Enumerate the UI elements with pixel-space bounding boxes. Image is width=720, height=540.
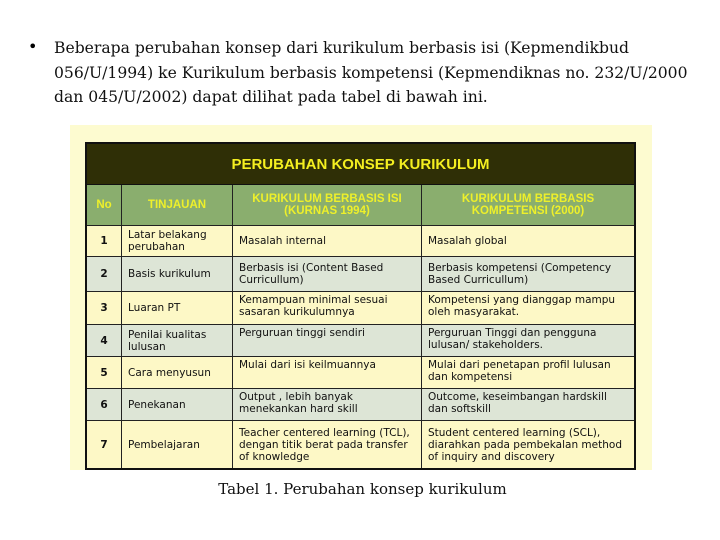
table-cell: 3	[87, 292, 122, 324]
table-row	[87, 325, 634, 357]
header-tinjauan: TINJAUAN	[122, 185, 233, 225]
table-cell: Masalah internal	[233, 226, 422, 256]
table-cell: 6	[87, 389, 122, 420]
table-cell: Latar belakang perubahan	[122, 226, 233, 256]
table-cell: Kompetensi yang dianggap mampu oleh masyarakat.	[428, 294, 616, 318]
table-row	[87, 292, 634, 325]
table-cell: 5	[87, 357, 122, 388]
header-no: No	[87, 185, 122, 225]
bullet-marker: •	[28, 37, 38, 56]
table-header-row	[87, 185, 634, 226]
table-cell: 7	[87, 421, 122, 468]
table-cell: Penekanan	[122, 389, 233, 420]
table-row	[87, 389, 634, 421]
table-cell: 4	[87, 325, 122, 356]
table-cell: Student centered learning (SCL), diarahkan pada pembekalan method of inquiry and discovery	[428, 426, 622, 463]
table-cell: Perguruan Tinggi dan pengguna lulusan/ stakeholders.	[428, 327, 597, 351]
table-cell: Penilai kualitas lulusan	[122, 325, 233, 356]
curriculum-table	[85, 142, 636, 470]
table-row	[87, 421, 634, 468]
table-cell: Output , lebih banyak menekankan hard skill	[233, 389, 422, 420]
table-cell: 1	[87, 226, 122, 256]
table-cell: 2	[87, 257, 122, 291]
table-cell: Pembelajaran	[122, 421, 233, 468]
table-cell: Cara menyusun	[122, 357, 233, 388]
table-row	[87, 257, 634, 292]
table-cell: Basis kurikulum	[122, 257, 233, 291]
table-caption: Tabel 1. Perubahan konsep kurikulum	[218, 480, 507, 498]
header-kbi: KURIKULUM BERBASIS ISI (KURNAS 1994)	[233, 185, 422, 225]
table-title: PERUBAHAN KONSEP KURIKULUM	[87, 144, 634, 185]
table-row	[87, 226, 634, 257]
table-cell: Berbasis kompetensi (Competency Based Curricullum)	[428, 262, 612, 286]
table-cell: Masalah global	[428, 235, 507, 247]
table-cell: Perguruan tinggi sendiri	[233, 325, 422, 356]
bullet-text: Beberapa perubahan konsep dari kurikulum berbasis isi (Kepmendikbud 056/U/1994) ke Kurikulum berbasis kompetensi (Kepmendiknas no. 232/U/2000 dan 045/U/2002) dapat dilihat pada tabel di bawah ini.	[54, 39, 688, 106]
header-kbk: KURIKULUM BERBASIS KOMPETENSI (2000)	[461, 193, 595, 217]
table-cell: Kemampuan minimal sesuai sasaran kurikulumnya	[233, 292, 422, 324]
table-cell: Mulai dari isi keilmuannya	[233, 357, 422, 388]
table-cell: Luaran PT	[122, 292, 233, 324]
table-cell: Outcome, keseimbangan hardskill dan softskill	[428, 391, 607, 415]
table-row	[87, 357, 634, 389]
table-cell: Teacher centered learning (TCL), dengan titik berat pada transfer of knowledge	[233, 421, 422, 468]
table-cell: Mulai dari penetapan profil lulusan dan kompetensi	[428, 359, 611, 383]
table-cell: Berbasis isi (Content Based Curricullum)	[233, 257, 422, 291]
